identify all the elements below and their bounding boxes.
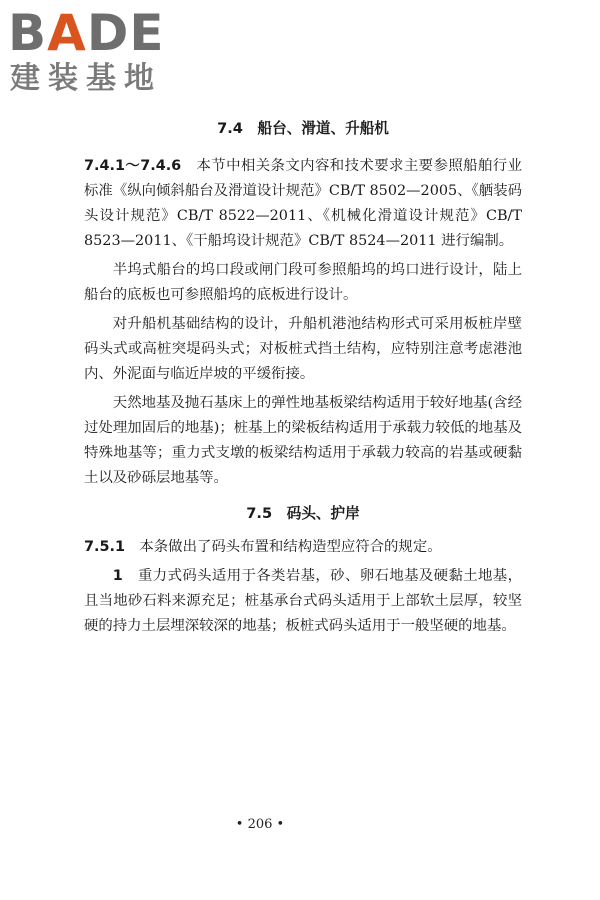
clause-7-4-1-to-7-4-6: [84, 154, 522, 254]
item-number: 1: [112, 568, 123, 584]
paragraph-foundation-types: 天然地基及抛石基床上的弹性地基板梁结构适用于较好地基(含经过处理加固后的地基)；桩基上的梁板结构适用于承载力较低的地基及特殊地基等；重力式支墩的板梁结构适用于承载力较高的岩基或硬黏土以及砂砾层地基等。: [84, 395, 522, 486]
clause-text: 本条做出了码头布置和结构造型应符合的规定。: [139, 539, 442, 555]
logo-subtitle: 建装基地: [10, 61, 162, 96]
list-item-1: [84, 564, 522, 639]
page-number: • 206 •: [235, 817, 285, 832]
clause-7-5-1: [84, 535, 522, 560]
bade-logo: [8, 6, 178, 96]
section-heading-7-5: 7.5 码头、护岸: [246, 505, 360, 522]
logo-letters-de: DE: [86, 4, 165, 62]
paragraph-ship-lift-foundation: 对升船机基础结构的设计，升船机港池结构形式可采用板桩岸壁码头式或高桩突堤码头式；对板桩式挡土结构，应特别注意考虑港池内、外泥面与临近岸坡的平缓衔接。: [84, 316, 522, 382]
item-text: 重力式码头适用于各类岩基，砂、卵石地基及硬黏土地基，且当地砂石料来源充足；桩基承台式码头适用于上部软土层厚，较坚硬的持力土层埋深较深的地基；板桩式码头适用于一般坚硬的地基。: [84, 568, 522, 634]
logo-letter-a-accent: A: [47, 4, 87, 62]
section-heading-7-4: 7.4 船台、滑道、升船机: [217, 120, 389, 137]
page-body: [84, 114, 522, 639]
clause-text: 本节中相关条文内容和技术要求主要参照船舶行业标准《纵向倾斜船台及滑道设计规范》CB/T 8502—2005、《舾装码头设计规范》CB/T 8522—2011、《机械化滑道设计规范》CB/T 8523—2011、《干船坞设计规范》CB/T 8524—2011 进行编制。: [84, 158, 522, 249]
paragraph-semi-dock-slipway: 半坞式船台的坞口段或闸门段可参照船坞的坞口进行设计，陆上船台的底板也可参照船坞的底板进行设计。: [84, 262, 522, 303]
logo-letter-b: B: [8, 4, 48, 62]
clause-number: 7.4.1～7.4.6: [84, 158, 182, 174]
clause-number: 7.5.1: [84, 539, 125, 555]
logo-wordmark: [8, 6, 165, 60]
